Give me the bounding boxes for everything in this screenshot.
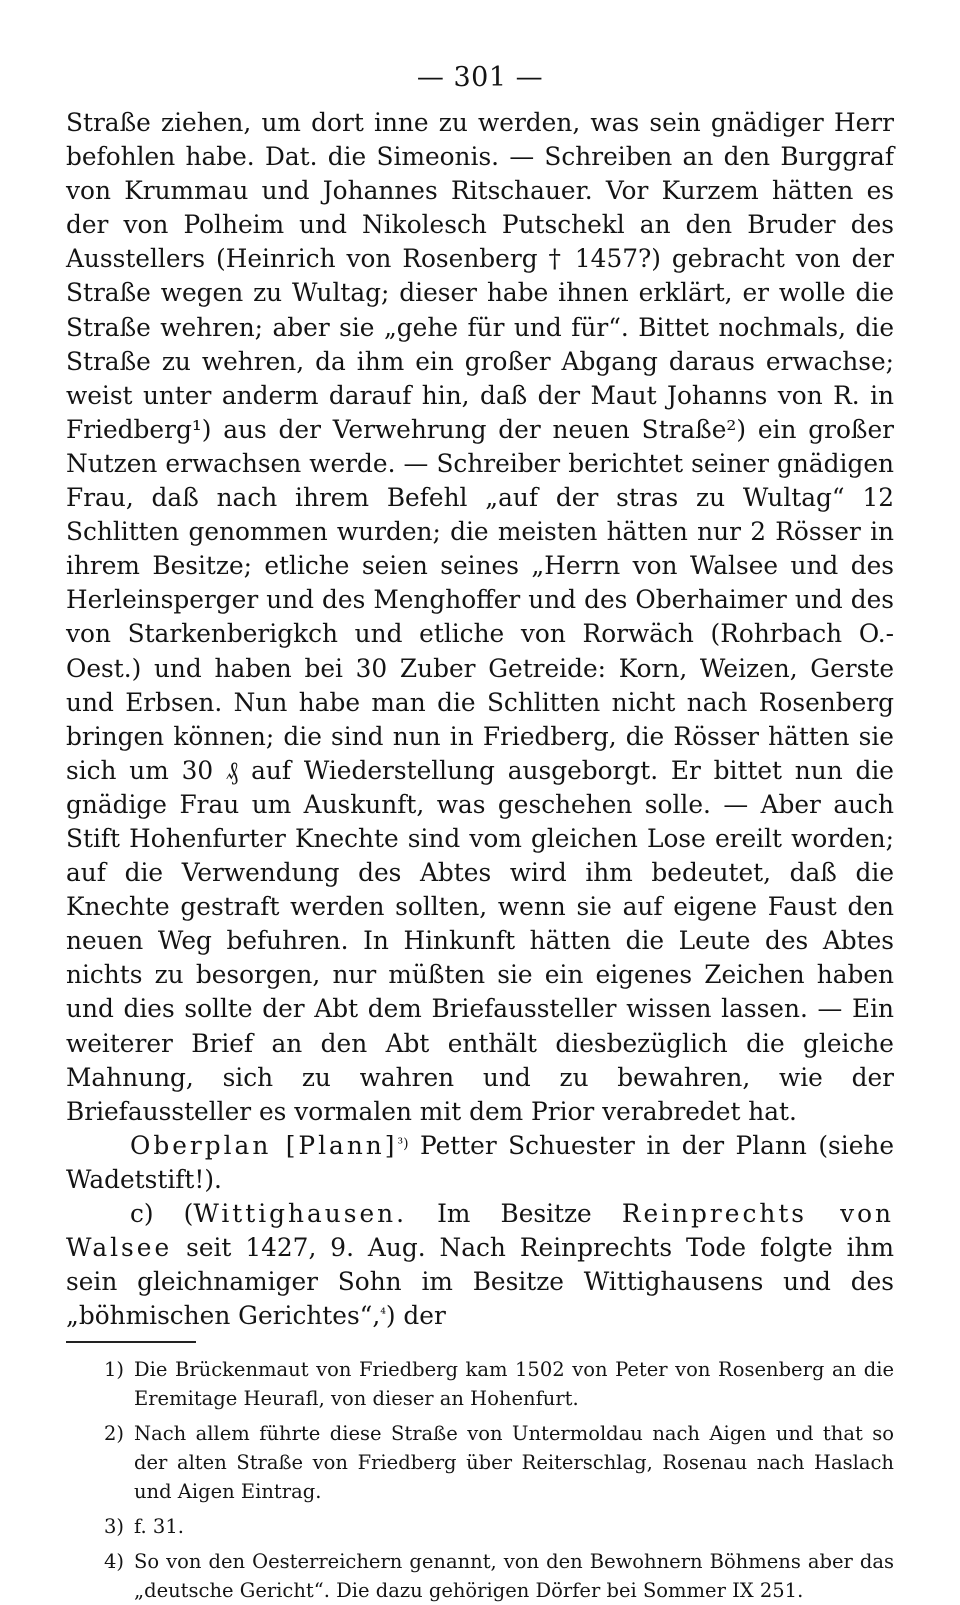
section-label: c) ( — [130, 1199, 194, 1228]
footnote-text: So von den Oesterreichern genannt, von den Bewohnern Böhmens aber das „deutsche Gericht“. Die dazu gehörigen Dörfer bei Sommer IX 251. — [134, 1550, 894, 1603]
footnote-number: 4) — [103, 1550, 124, 1574]
page-number: — 301 — — [416, 62, 544, 93]
footnote-number: 3) — [103, 1515, 124, 1539]
main-text — [66, 106, 894, 1333]
place-name-oberplan: Oberplan [Plann] — [130, 1130, 398, 1160]
footnotes — [66, 1355, 894, 1605]
footnote-text: Die Brückenmaut von Friedberg kam 1502 von Peter von Rosenberg an die Eremitage Heurafl, von dieser an Hohenfurt. — [134, 1358, 894, 1411]
footnote-number: 2) — [103, 1422, 124, 1446]
footnote-1 — [66, 1355, 894, 1413]
footnote-2 — [66, 1419, 894, 1506]
footnote-divider — [66, 1341, 196, 1343]
footnote-ref-4: ⁴ — [380, 1306, 386, 1323]
person-name-reinprecht: Reinprechts von Walsee — [66, 1199, 894, 1263]
paragraph-wittighausen — [66, 1197, 894, 1333]
paragraph-main: Straße ziehen, um dort inne zu werden, was sein gnädiger Herr befohlen habe. Dat. die Simeonis. — Schreiben an den Burggraf von Krummau und Johannes Ritschauer. Vor Kurzem hätten es der von Polheim und Nikolesch Putschekl an den Bruder des Ausstellers (Heinrich von Rosenberg † 1457?) gebracht von der Straße wegen zu Wultag; dieser habe ihnen erklärt, er wolle die Straße wehren; aber sie „gehe für und für“. Bittet nochmals, die Straße zu wehren, da ihm ein großer Abgang daraus erwachse; weist unter anderm darauf hin, daß der Maut Johanns von R. in Friedberg¹) aus der Verwehrung der neuen Straße²) ein großer Nutzen erwachsen werde. — Schreiber berichtet seiner gnädigen Frau, daß nach ihrem Befehl „auf der stras zu Wultag“ 12 Schlitten genommen wurden; die meisten hätten nur 2 Rösser in ihrem Besitze; etliche seien seines „Herrn von Walsee und des Herleinsperger und des Menghoffer und des Oberhaimer und des von Starkenberigkch und etliche von Rorwäch (Rohrbach O.-Oest.) und haben bei 30 Zuber Getreide: Korn, Weizen, Gerste und Erbsen. Nun habe man die Schlitten nicht nach Rosenberg bringen können; die sind nun in Friedberg, die Rösser hätten sie sich um 30 ₰ auf Wiederstellung ausgeborgt. Er bittet nun die gnädige Frau um Auskunft, was geschehen solle. — Aber auch Stift Hohenfurter Knechte sind vom gleichen Lose ereilt worden; auf die Verwendung des Abtes wird ihm bedeutet, daß die Knechte gestraft werden sollten, wenn sie auf eigene Faust den neuen Weg befuhren. In Hinkunft hätten die Leute des Abtes nichts zu besorgen, nur müßten sie ein eigenes Zeichen haben und dies sollte der Abt dem Briefaussteller wissen lassen. — Ein weiterer Brief an den Abt enthält diesbezüglich die gleiche Mahnung, sich zu wahren und zu bewahren, wie der Briefaussteller es vormalen mit dem Prior verabredet hat. — [66, 108, 894, 1126]
place-name-wittighausen: Wittighausen. — [193, 1199, 408, 1228]
footnote-text: f. 31. — [134, 1515, 184, 1539]
wittig-text-2: seit 1427, 9. Aug. Nach Reinprechts Tode folgte ihm sein gleichnamiger Sohn im Besitze Wittighausens und des „böhmischen Gerichtes“, — [66, 1233, 894, 1331]
footnote-number: 1) — [103, 1358, 124, 1382]
oberplan-text: Petter Schuester in der Plann (siehe Wadetstift!). — [66, 1130, 895, 1194]
footnote-3 — [66, 1512, 894, 1541]
paragraph-oberplan — [66, 1129, 894, 1197]
footnote-4 — [66, 1547, 894, 1605]
footnote-ref-3: ³) — [397, 1135, 409, 1152]
wittig-text-1: Im Besitze — [407, 1199, 622, 1228]
wittig-text-3: ) der — [385, 1301, 446, 1331]
footnote-text: Nach allem führte diese Straße von Untermoldau nach Aigen und that so der alten Straße von Friedberg über Reiterschlag, Rosenau nach Haslach und Aigen Eintrag. — [134, 1422, 894, 1504]
